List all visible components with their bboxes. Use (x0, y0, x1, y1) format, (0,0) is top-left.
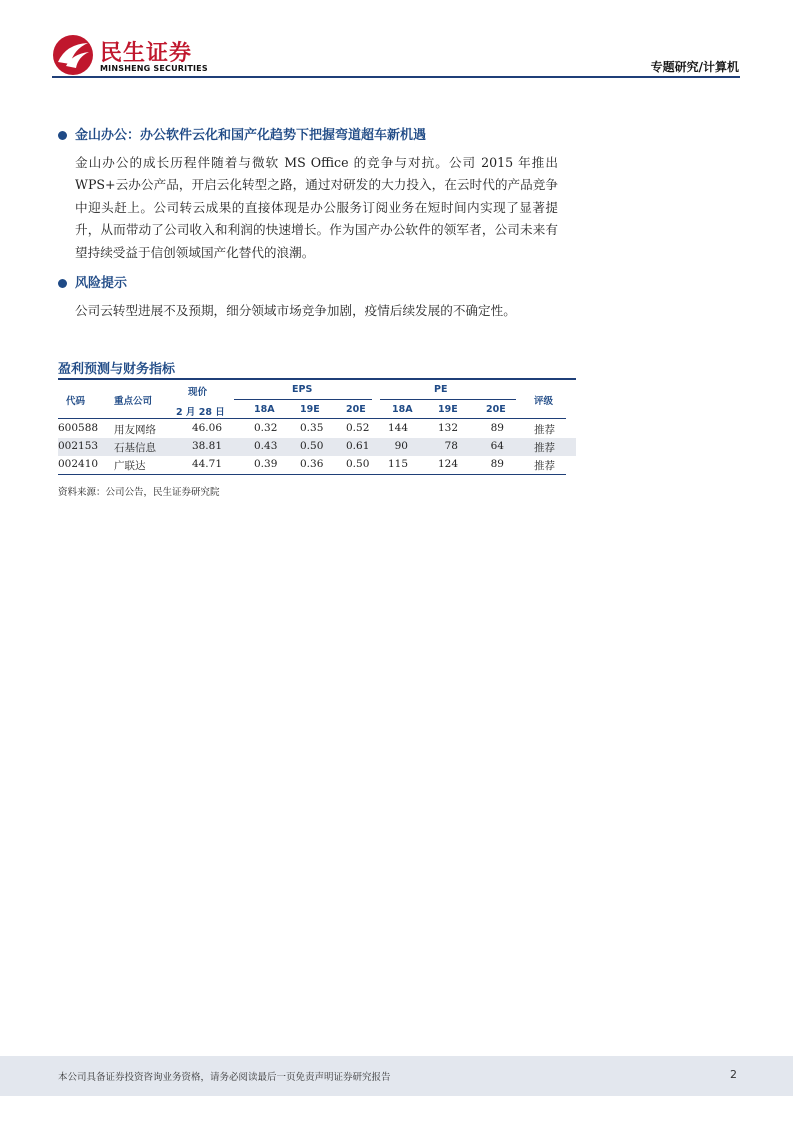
company-logo (52, 34, 232, 76)
header-year: 18A (392, 404, 413, 415)
logo-chinese-name: 民生证券 (100, 41, 193, 66)
logo-english-name: MINSHENG SECURITIES (100, 64, 208, 73)
header-eps: EPS (292, 384, 313, 395)
header-price-date: 2 月 28 日 (176, 407, 225, 418)
cell-pe-19e: 132 (437, 422, 458, 434)
minsheng-logo-icon (52, 34, 94, 76)
cell-eps-19e: 0.50 (300, 440, 324, 452)
cell-code: 002410 (58, 458, 99, 470)
header-year: 20E (346, 404, 366, 415)
header-divider (52, 76, 740, 78)
cell-code: 600588 (58, 422, 99, 434)
table-source-note: 资料来源：公司公告，民生证券研究院 (58, 487, 220, 498)
cell-pe-18a: 90 (394, 440, 408, 452)
cell-pe-18a: 115 (387, 458, 408, 470)
page-number: 2 (730, 1068, 737, 1081)
cell-pe-19e: 124 (437, 458, 458, 470)
cell-eps-18a: 0.43 (254, 440, 278, 452)
section-heading-text: 风险提示 (75, 276, 128, 292)
table-row (58, 456, 576, 474)
cell-pe-20e: 89 (490, 422, 504, 434)
cell-eps-20e: 0.61 (346, 440, 370, 452)
pe-group-line (380, 399, 516, 400)
header-year: 20E (486, 404, 506, 415)
cell-price: 38.81 (191, 440, 222, 452)
cell-price: 44.71 (191, 458, 222, 470)
page-header (0, 0, 793, 80)
header-year: 18A (254, 404, 275, 415)
cell-eps-18a: 0.39 (254, 458, 278, 470)
footer-disclaimer: 本公司具备证券投资咨询业务资格，请务必阅读最后一页免责声明证券研究报告 (58, 1072, 391, 1083)
header-code: 代码 (66, 396, 86, 407)
cell-eps-19e: 0.36 (300, 458, 324, 470)
cell-company: 广联达 (114, 460, 146, 472)
eps-group-line (234, 399, 372, 400)
cell-eps-20e: 0.50 (346, 458, 370, 470)
report-category: 专题研究/计算机 (650, 60, 739, 74)
table-header (58, 380, 576, 420)
table-header-rule (58, 418, 566, 419)
cell-rating: 推荐 (534, 460, 555, 472)
section-paragraph-kingsoft: 金山办公的成长历程伴随着与微软 MS Office 的竞争与对抗。公司 2015 年推出 WPS+云办公产品，开启云化转型之路，通过对研发的大力投入，在云时代的产品竞争中迎头赶上。公司转云成果的直接体现是办公服务订阅业务在短时间内实现了显著提升，从而带动了公司收入和利润的快速增长。作为国产办公软件的领军者，公司未来有望持续受益于信创领域国产化替代的浪潮。 (75, 155, 558, 260)
bullet-icon (58, 131, 67, 140)
cell-pe-20e: 64 (490, 440, 504, 452)
table-title: 盈利预测与财务指标 (58, 362, 176, 377)
header-company: 重点公司 (114, 396, 153, 407)
table-body (58, 420, 576, 474)
cell-eps-20e: 0.52 (346, 422, 370, 434)
cell-code: 002153 (58, 440, 99, 452)
cell-rating: 推荐 (534, 424, 555, 436)
header-year: 19E (438, 404, 458, 415)
cell-company: 用友网络 (114, 424, 156, 436)
table-bottom-rule (58, 474, 566, 475)
section-paragraph-risk: 公司云转型进展不及预期，细分领域市场竞争加剧，疫情后续发展的不确定性。 (75, 303, 516, 319)
header-price: 现价 (188, 387, 208, 398)
table-row (58, 438, 576, 456)
header-rating: 评级 (534, 396, 554, 407)
cell-eps-18a: 0.32 (254, 422, 278, 434)
cell-rating: 推荐 (534, 442, 555, 454)
section-heading-text: 金山办公：办公软件云化和国产化趋势下把握弯道超车新机遇 (75, 128, 427, 143)
section-heading-kingsoft (58, 126, 558, 146)
cell-pe-19e: 78 (444, 440, 458, 452)
cell-pe-18a: 144 (387, 422, 408, 434)
cell-pe-20e: 89 (490, 458, 504, 470)
page-footer (0, 1056, 793, 1096)
bullet-icon (58, 279, 67, 288)
header-year: 19E (300, 404, 320, 415)
cell-company: 石基信息 (114, 442, 156, 454)
table-row (58, 420, 576, 438)
report-body (58, 126, 558, 322)
cell-price: 46.06 (191, 422, 222, 434)
header-pe: PE (434, 384, 448, 395)
section-heading-risk (58, 274, 558, 294)
cell-eps-19e: 0.35 (300, 422, 324, 434)
